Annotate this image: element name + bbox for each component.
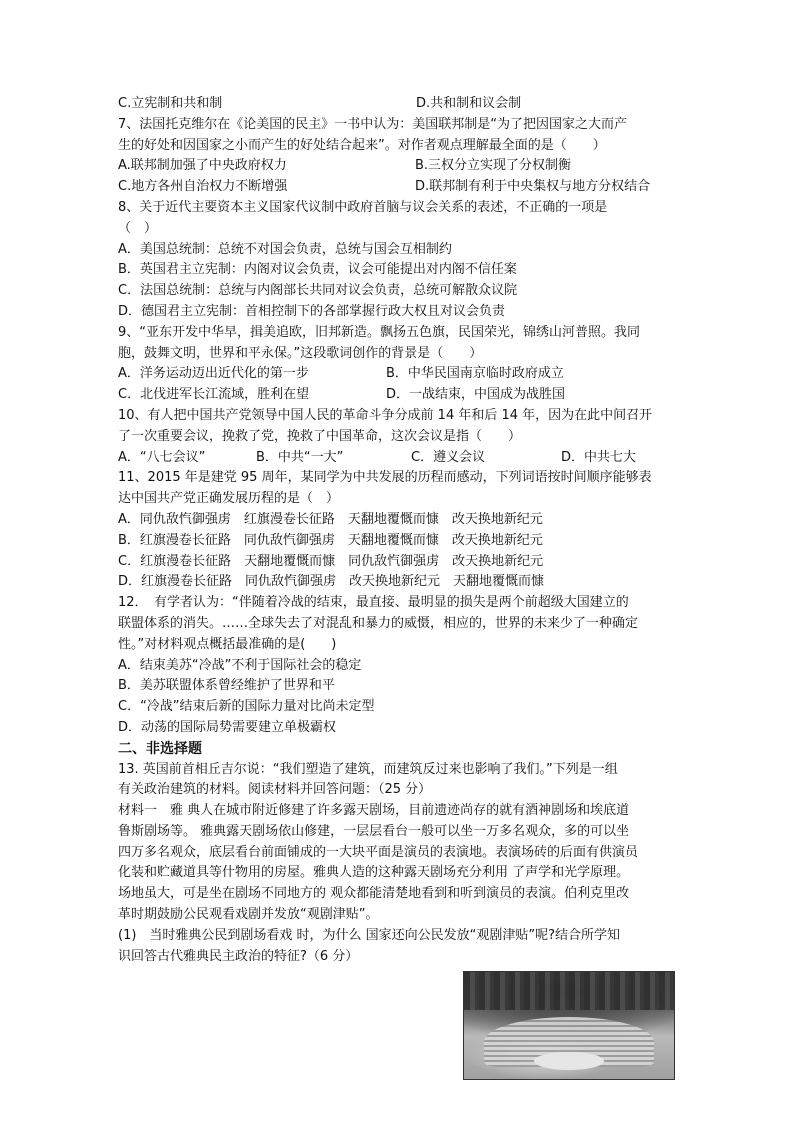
- q13-sub1-line-2: 识回答古代雅典民主政治的特征?（6 分）: [118, 948, 359, 964]
- q12-stem-line-1: 12． 有学者认为：“伴随着冷战的结束，最直接、最明显的损失是两个前超级大国建立的: [118, 595, 629, 611]
- q8-option-b: B．英国君主立宪制：内阁对议会负责，议会可能提出对内阁不信任案: [118, 262, 517, 278]
- q6-option-c: C.立宪制和共和制: [118, 96, 223, 111]
- q7-options-row-2: [118, 177, 678, 198]
- q12-option-d: D．动荡的国际局势需要建立单极霸权: [118, 719, 337, 735]
- q9-option-a: A．洋务运动迈出近代化的第一步: [118, 366, 309, 382]
- q7-options-row-1: [118, 156, 678, 177]
- q12-option-c: C．“冷战”结束后新的国际力量对比尚未定型: [118, 699, 375, 715]
- q13-intro-line-2: 有关政治建筑的材料。阅读材料并回答问题：（25 分）: [118, 782, 432, 798]
- q8-stem-line-2: （ ）: [118, 220, 158, 236]
- q10-option-c: C．遵义会议: [411, 449, 486, 465]
- q10-option-a: A．“八七会议”: [118, 449, 206, 465]
- q13-material1-line-6: 革时期鼓励公民观看戏剧并发放“观剧津贴”。: [118, 907, 379, 923]
- q10-stem-line-2: 了一次重要会议，挽救了党，挽救了中国革命，这次会议是指（ ）: [118, 428, 522, 444]
- q9-option-b: B．中华民国南京临时政府成立: [386, 366, 564, 382]
- q7-option-a: A.联邦制加强了中央政府权力: [118, 158, 287, 174]
- q12-option-a: A．结束美苏“冷战”不利于国际社会的稳定: [118, 657, 362, 673]
- q10-stem-line-1: 10、有人把中国共产党领导中国人民的革命斗争分成前 14 年和后 14 年，因为在此中间召开: [118, 407, 653, 423]
- q9-stem-line-1: 9、“亚东开发中华早，揖美追欧，旧邦新造。飘扬五色旗，民国荣光，锦绣山河普照。我同: [118, 324, 641, 340]
- q12-option-b: B．美苏联盟体系曾经维护了世界和平: [118, 678, 335, 694]
- q7-stem-line-1: 7、法国托克维尔在《论美国的民主》一书中认为：美国联邦制是“为了把因国家之大而产: [118, 116, 628, 132]
- q8-stem-line-1: 8、关于近代主要资本主义国家代议制中政府首脑与议会关系的表述，不正确的一项是: [118, 199, 608, 215]
- q12-stem-line-2: 联盟体系的消失。……全球失去了对混乱和暴力的威慑，相应的，世界的未来少了一种确定: [118, 615, 639, 631]
- q13-material1-line-5: 场地虽大，可是坐在剧场不同地方的 观众都能清楚地看到和听到演员的表演。伯利克里改: [118, 886, 630, 902]
- photo-trees: [464, 972, 674, 1010]
- q6-option-d: D.共和制和议会制: [416, 96, 522, 111]
- q11-option-a: A．同仇敌忾御强虏 红旗漫卷长征路 天翻地覆慨而慷 改天换地新纪元: [118, 511, 543, 527]
- q13-material1-line-2: 鲁斯剧场等。 雅典露天剧场依山修建，一层层看台一般可以坐一万多名观众，多的可以坐: [118, 823, 630, 839]
- photo-stage: [534, 1052, 604, 1070]
- q7-option-b: B.三权分立实现了分权制衡: [415, 158, 572, 174]
- q8-option-c: C．法国总统制：总统与内阁部长共同对议会负责，总统可解散众议院: [118, 283, 518, 299]
- q13-sub1-line-1: (1) 当时雅典公民到剧场看戏 时，为什么 国家还向公民发放“观剧津贴”呢?结合所学知: [118, 927, 621, 943]
- q12-stem-line-3: 性。”对材料观点概括最准确的是( ): [118, 636, 337, 652]
- q10-option-b: B．中共“一大”: [256, 449, 344, 465]
- q9-option-c: C．北伐进军长江流域，胜利在望: [118, 387, 310, 403]
- q11-option-b: B．红旗漫卷长征路 同仇敌忾御强虏 天翻地覆慨而慷 改天换地新纪元: [118, 532, 543, 548]
- q13-material1-line-4: 化装和贮藏道具等什物用的房屋。雅典人造的这种露天剧场充分利用 了声学和光学原理。: [118, 865, 630, 881]
- q9-options-row-1: [118, 364, 678, 385]
- q9-options-row-2: [118, 385, 678, 406]
- q9-option-d: D．一战结束，中国成为战胜国: [386, 387, 566, 403]
- q11-option-d: D．红旗漫卷长征路 同仇敌忾御强虏 改天换地新纪元 天翻地覆慨而慷: [118, 574, 545, 590]
- q11-stem-line-1: 11、2015 年是建党 95 周年，某同学为中共发展的历程而感动，下列词语按时间顺序能够表: [118, 470, 652, 486]
- q13-material1-line-1: 材料一 雅 典人在城市附近修建了许多露天剧场，目前遗迹尚存的就有酒神剧场和埃底道: [118, 803, 630, 819]
- q11-stem-line-2: 达中国共产党正确发展历程的是（ ）: [118, 491, 340, 507]
- exam-page: [118, 94, 678, 967]
- q13-intro-line-1: 13. 英国前首相丘吉尔说：“我们塑造了建筑，而建筑反过来也影响了我们。”下列是一组: [118, 761, 618, 777]
- q8-option-a: A．美国总统制：总统不对国会负责，总统与国会互相制约: [118, 241, 452, 257]
- q10-option-d: D．中共七大: [561, 449, 637, 465]
- q7-option-c: C.地方各州自治权力不断增强: [118, 179, 288, 195]
- q13-material1-line-3: 四万多名观众，底层看台前面铺成的一大块平面是演员的表演地。表演场砖的后面有供演员: [118, 844, 639, 860]
- ancient-theater-photo: [463, 971, 675, 1080]
- q9-stem-line-2: 胞，鼓舞文明，世界和平永保。”这段歌词创作的背景是（ ）: [118, 345, 483, 361]
- q8-option-d: D．德国君主立宪制：首相控制下的各部掌握行政大权且对议会负责: [118, 303, 506, 319]
- q7-stem-line-2: 生的好处和因国家之小而产生的好处结合起来”。对作者观点理解最全面的是（ ）: [118, 137, 606, 153]
- q10-options: [118, 448, 678, 469]
- q7-option-d: D.联邦制有利于中央集权与地方分权结合: [415, 179, 651, 195]
- q6-options: [118, 94, 678, 115]
- q11-option-c: C．红旗漫卷长征路 天翻地覆慨而慷 同仇敌忾御强虏 改天换地新纪元: [118, 553, 544, 569]
- section-2-title: 二、非选择题: [118, 740, 202, 757]
